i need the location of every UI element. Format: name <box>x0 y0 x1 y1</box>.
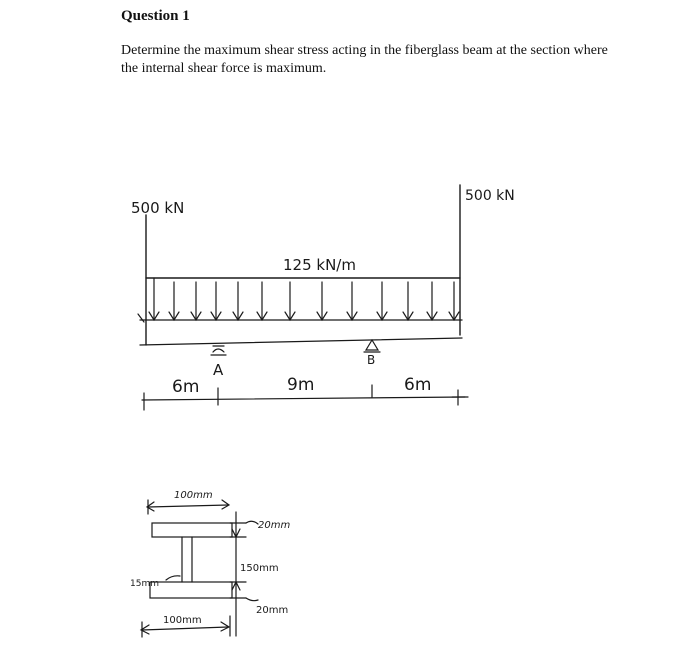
distributed-load-arrows <box>149 278 459 320</box>
bottom-flange <box>150 582 232 598</box>
left-end-mark <box>138 314 144 322</box>
support-a-label: A <box>213 361 224 379</box>
left-load-label: 500 kN <box>131 199 185 217</box>
bottom-flange-thickness-label: 20mm <box>256 605 289 616</box>
support-b-label: B <box>367 353 376 367</box>
bottom-flange-width-label: 100mm <box>163 615 202 626</box>
top-flange <box>152 523 232 537</box>
span-middle-label: 9m <box>287 375 315 395</box>
right-load-label: 500 kN <box>465 188 515 204</box>
span-right-label: 6m <box>404 375 432 395</box>
web-height-label: 150mm <box>240 563 279 574</box>
support-a-icon <box>211 346 226 355</box>
beam-bottom-edge <box>140 338 462 345</box>
top-flange-width-label: 100mm <box>174 490 213 501</box>
web-thickness-label: 15mm <box>130 579 159 589</box>
span-left-label: 6m <box>172 377 200 397</box>
top-flange-thickness-label: 20mm <box>258 520 291 531</box>
distributed-load-label: 125 kN/m <box>283 256 356 274</box>
question-body: Determine the maximum shear stress acting in the fiberglass beam at the section where the internal shear force is maximum. <box>121 43 608 76</box>
question-title: Question 1 <box>121 8 190 24</box>
support-b-icon <box>364 340 380 352</box>
dimension-line <box>142 397 465 400</box>
